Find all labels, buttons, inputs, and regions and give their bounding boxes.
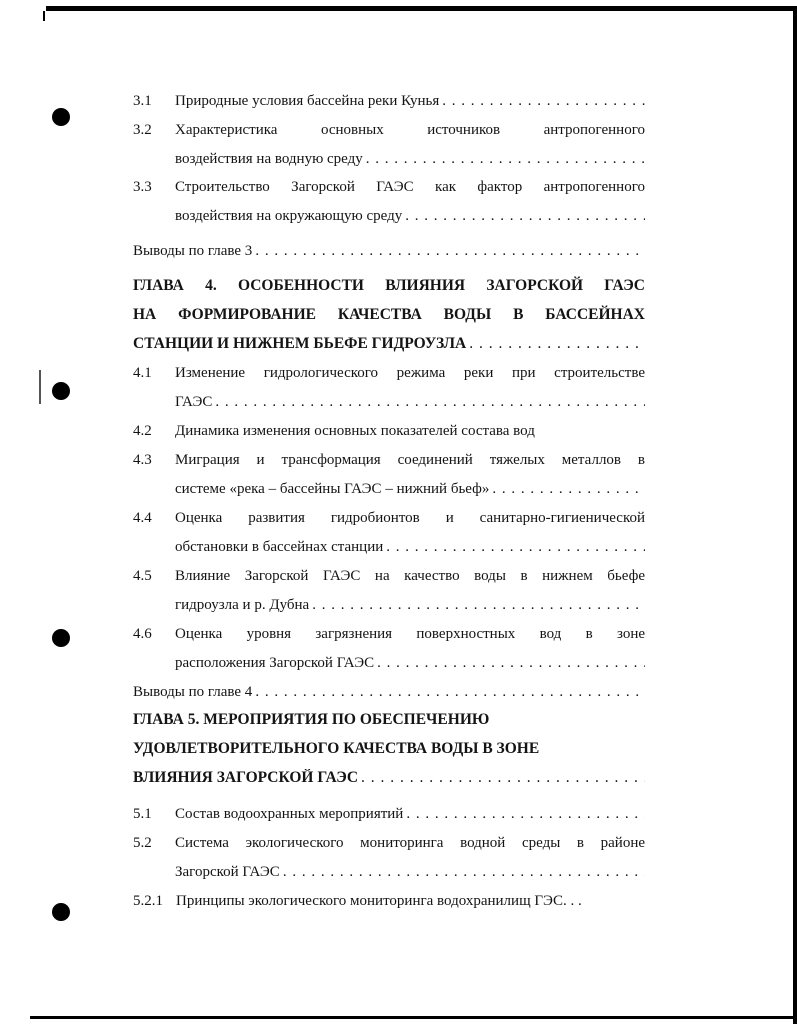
toc-entry-line (133, 769, 645, 787)
punch-hole (52, 903, 70, 921)
toc-entry-title-cont: системе «река – бассейны ГАЭС – нижний бьеф» (175, 481, 490, 497)
leader-dots (377, 654, 645, 672)
toc-entry-title: Выводы по главе 3 (133, 243, 253, 259)
toc-entry-title: Строительство Загорской ГАЭС как фактор антропогенного (175, 179, 645, 195)
toc-entry-number: 5.2.1 (133, 893, 163, 909)
chapter-title-cont: УДОВЛЕТВОРИТЕЛЬНОГО КАЧЕСТВА ВОДЫ В ЗОНЕ (133, 740, 540, 757)
leader-dots (492, 480, 645, 498)
toc-entry-line (175, 538, 645, 556)
toc-entry-title: Принципы экологического мониторинга водохранилищ ГЭС. . . (176, 893, 582, 909)
toc-entry-line (175, 596, 645, 614)
leader-dots (469, 335, 645, 353)
leader-dots (283, 863, 645, 881)
toc-entry-number: 4.3 (133, 452, 152, 468)
toc-entry-number: 5.1 (133, 806, 152, 822)
toc-entry-number: 4.5 (133, 568, 152, 584)
toc-entry-title: Изменение гидрологического режима реки при строительстве (175, 365, 645, 381)
scan-mark (39, 370, 41, 404)
toc-entry-number: 4.4 (133, 510, 152, 526)
leader-dots (442, 92, 645, 110)
toc-entry-line (133, 335, 645, 353)
scan-border-bottom (30, 1016, 797, 1019)
toc-entry-title: Влияние Загорской ГАЭС на качество воды в нижнем бьефе (175, 568, 645, 584)
toc-entry-line (175, 393, 645, 411)
toc-entry-line (175, 863, 645, 881)
toc-entry-number: 3.3 (133, 179, 152, 195)
toc-entry-title: Выводы по главе 4 (133, 684, 253, 700)
punch-hole (52, 629, 70, 647)
leader-dots (386, 538, 645, 556)
toc-entry-number: 3.1 (133, 93, 152, 109)
toc-entry-title: Динамика изменения основных показателей состава вод (175, 423, 535, 439)
scan-border-top (46, 6, 797, 11)
scan-border-right (793, 6, 797, 1024)
toc-entry-title: Состав водоохранных мероприятий (175, 806, 404, 822)
toc-entry-title-cont: гидроузла и р. Дубна (175, 597, 310, 613)
toc-entry-title: Оценка развития гидробионтов и санитарно-гигиенической (175, 510, 645, 526)
scan-border-left (43, 11, 45, 21)
toc-entry-line (175, 480, 645, 498)
toc-entry-title: Природные условия бассейна реки Кунья (175, 93, 440, 109)
toc-entry-title-cont: расположения Загорской ГАЭС (175, 655, 375, 671)
toc-entry-line (175, 805, 645, 823)
toc-entry-title: Миграция и трансформация соединений тяжелых металлов в (175, 452, 645, 468)
toc-entry-title-cont: воздействия на окружающую среду (175, 208, 403, 224)
chapter-title: ГЛАВА 4. ОСОБЕННОСТИ ВЛИЯНИЯ ЗАГОРСКОЙ ГАЭС (133, 277, 645, 294)
toc-entry-title: Система экологического мониторинга водной среды в районе (175, 835, 645, 851)
chapter-title-cont: ВЛИЯНИЯ ЗАГОРСКОЙ ГАЭС (133, 769, 359, 786)
toc-entry-title-cont: ГАЭС (175, 394, 213, 410)
leader-dots (215, 393, 645, 411)
chapter-title-cont: СТАНЦИИ И НИЖНЕМ БЬЕФЕ ГИДРОУЗЛА (133, 335, 467, 352)
toc-entry-line (133, 242, 645, 260)
toc-entry-title: Характеристика основных источников антропогенного (175, 122, 645, 138)
toc-entry-number: 4.6 (133, 626, 152, 642)
toc-entry-line (133, 683, 645, 701)
toc-entry-line (175, 207, 645, 225)
leader-dots (312, 596, 645, 614)
leader-dots (361, 769, 645, 787)
toc-entry-number: 4.1 (133, 365, 152, 381)
toc-entry-number: 5.2 (133, 835, 152, 851)
chapter-title: ГЛАВА 5. МЕРОПРИЯТИЯ ПО ОБЕСПЕЧЕНИЮ (133, 711, 490, 728)
chapter-title-cont: НА ФОРМИРОВАНИЕ КАЧЕСТВА ВОДЫ В БАССЕЙНАХ (133, 306, 645, 323)
punch-hole (52, 382, 70, 400)
toc-entry-title: Оценка уровня загрязнения поверхностных вод в зоне (175, 626, 645, 642)
toc-entry-number: 3.2 (133, 122, 152, 138)
leader-dots (405, 207, 645, 225)
toc-entry-line (175, 654, 645, 672)
toc-entry-line (175, 150, 645, 168)
leader-dots (406, 805, 645, 823)
toc-entry-line (175, 92, 645, 110)
leader-dots (255, 683, 645, 701)
leader-dots (255, 242, 645, 260)
punch-hole (52, 108, 70, 126)
leader-dots (366, 150, 645, 168)
toc-entry-number: 4.2 (133, 423, 152, 439)
toc-entry-title-cont: Загорской ГАЭС (175, 864, 280, 880)
toc-entry-title-cont: обстановки в бассейнах станции (175, 539, 384, 555)
toc-entry-title-cont: воздействия на водную среду (175, 151, 363, 167)
